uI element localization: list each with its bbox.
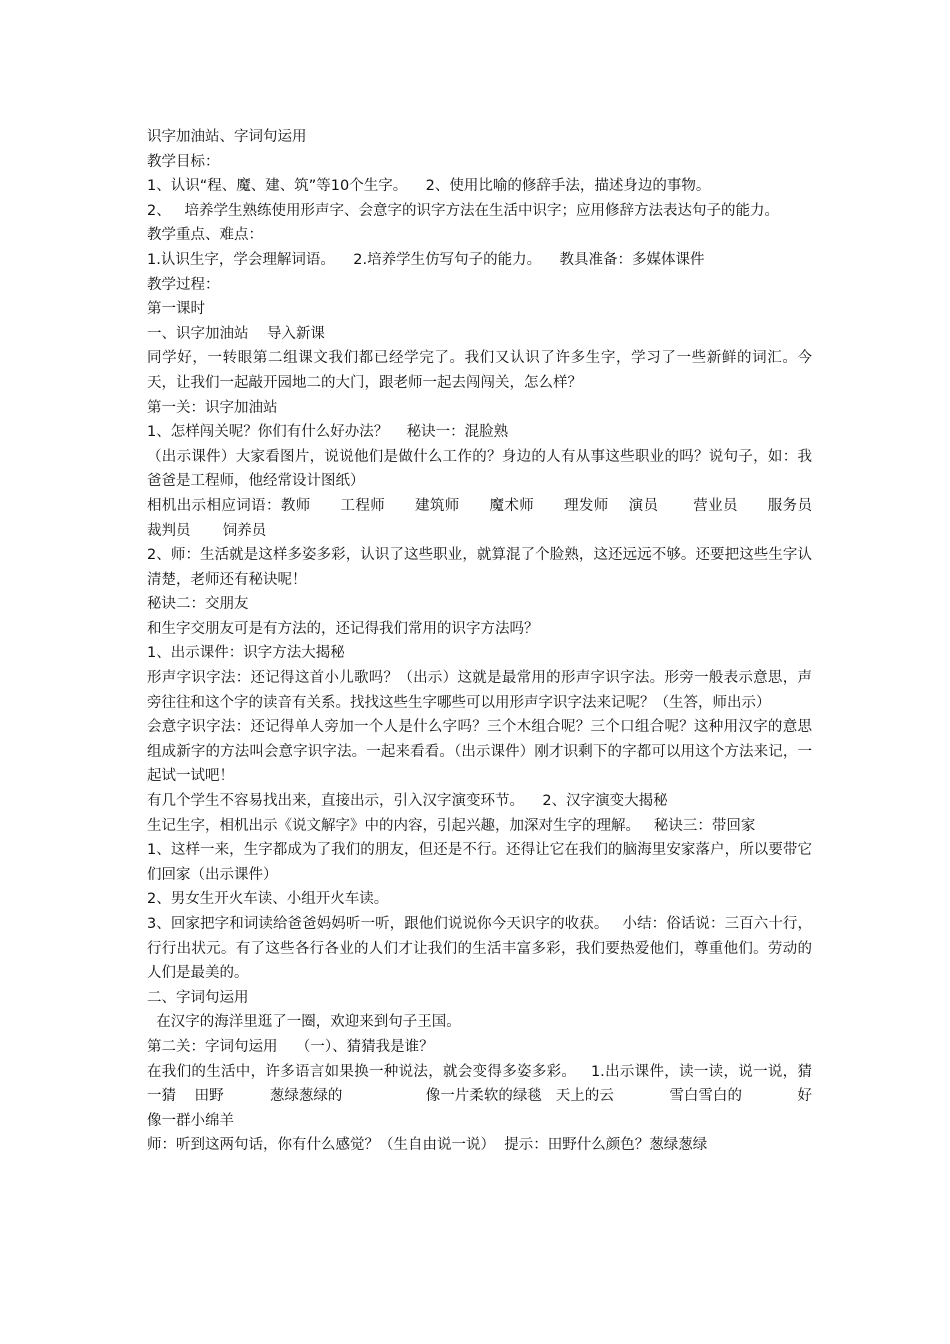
text-line: 1、怎样闯关呢？你们有什么好办法？ 秘诀一：混脸熟 — [147, 424, 509, 441]
text-line: 师：听到这两句话，你有什么感觉？（生自由说一说） 提示：田野什么颜色？葱绿葱绿 — [147, 1137, 708, 1154]
text-line: 和生字交朋友可是有方法的，还记得我们常用的识字方法吗？ — [147, 620, 539, 637]
text-line: 1、出示课件：识字方法大揭秘 — [147, 645, 345, 662]
document-title: 识字加油站、字词句运用 — [147, 129, 307, 145]
text-line: 会意字识字法：还记得单人旁加一个人是什么字吗？三个木组合呢？三个口组合呢？这种用汉字的意思组成新字的方法叫会意字识字法。一起来看看。（出示课件）刚才识剩下的字都可以用这个方法来记，一起试一试吧！ — [147, 719, 812, 785]
text-line: 一、识字加油站 导入新课 — [147, 325, 325, 342]
document-body — [147, 125, 845, 1158]
text-line: 在汉字的海洋里逛了一圈，欢迎来到句子王国。 — [147, 1014, 461, 1031]
text-line: （出示课件）大家看图片，说说他们是做什么工作的？身边的人有从事这些职业的吗？说句子，如：我爸爸是工程师，他经常设计图纸） — [147, 448, 812, 490]
text-line: 2、男女生开火车读、小组开火车读。 — [147, 891, 389, 908]
text-line: 第一关：识字加油站 — [147, 399, 278, 416]
text-line: 2、师：生活就是这样多姿多彩，认识了这些职业，就算混了个脸熟，这还远远不够。还要把这些生字认清楚，老师还有秘诀呢！ — [147, 547, 812, 588]
text-line: 第二关：字词句运用 （一）、猜猜我是谁？ — [147, 1038, 434, 1055]
text-line: 1.认识生字，学会理解词语。 2.培养学生仿写句子的能力。 教具准备：多媒体课件 — [147, 251, 705, 268]
text-line: 1、认识“程、魔、建、筑”等10个生字。 2、使用比喻的修辞手法，描述身边的事物。 — [147, 178, 711, 195]
text-line: 二、字词句运用 — [147, 989, 249, 1006]
text-line: 有几个学生不容易找出来，直接出示，引入汉字演变环节。 2、汉字演变大揭秘 — [147, 793, 668, 810]
text-line: 教学过程： — [147, 276, 220, 293]
text-line: 生记生字，相机出示《说文解字》中的内容，引起兴趣，加深对生字的理解。 秘诀三：带回家 — [147, 817, 756, 834]
text-line: 在我们的生活中，许多语言如果换一种说法，就会变得多姿多彩。 1.出示课件，读一读，说一说，猜一猜 田野 葱绿葱绿的 像一片柔软的绿毯 天上的云 雪白雪白的 好像一群小绵羊 — [147, 1063, 812, 1129]
text-line: 相机出示相应词语：教师 工程师 建筑师 魔术师 理发师 演员 营业员 服务员 裁判员 饲养员 — [147, 497, 845, 539]
text-line: 1、这样一来，生字都成为了我们的朋友，但还是不行。还得让它在我们的脑海里安家落户，所以要带它们回家（出示课件） — [147, 842, 812, 883]
text-line: 2、 培养学生熟练使用形声字、会意字的识字方法在生活中识字；应用修辞方法表达句子的能力。 — [147, 202, 780, 219]
text-line: 3、回家把字和词读给爸爸妈妈听一听，跟他们说说你今天识字的收获。 小结：俗话说：三百六十行，行行出状元。有了这些各行各业的人们才让我们的生活丰富多彩，我们要热爱他们，尊重他们。劳动的人们是最美的。 — [147, 916, 812, 982]
text-line: 同学好，一转眼第二组课文我们都已经学完了。我们又认识了许多生字，学习了一些新鲜的词汇。今天，让我们一起敲开园地二的大门，跟老师一起去闯闯关，怎么样？ — [147, 350, 812, 391]
text-line: 形声字识字法：还记得这首小儿歌吗？（出示）这就是最常用的形声字识字法。形旁一般表示意思，声旁往往和这个字的读音有关系。找找这些生字哪些可以用形声字识字法来记呢？（生答，师出示） — [147, 670, 812, 711]
text-line: 教学目标： — [147, 153, 220, 170]
text-line: 教学重点、难点： — [147, 227, 263, 244]
text-line: 秘诀二：交朋友 — [147, 596, 249, 613]
text-line: 第一课时 — [147, 301, 205, 318]
